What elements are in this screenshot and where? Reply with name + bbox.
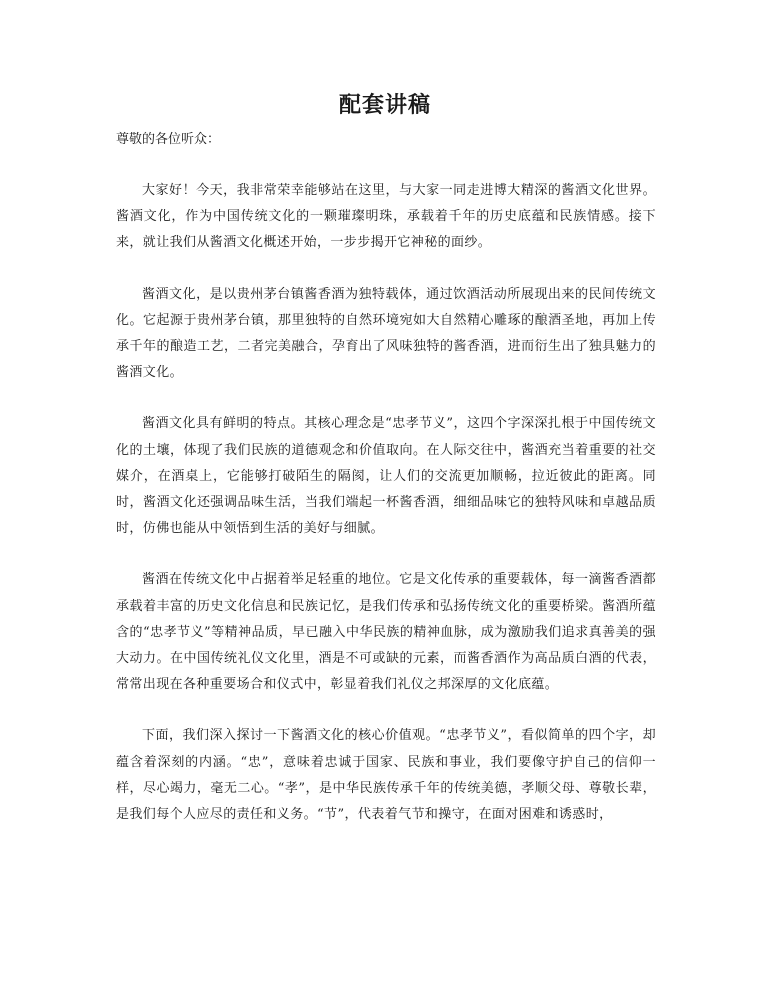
speech-body (116, 178, 656, 853)
paragraph-2: 酱酒文化，是以贵州茅台镇酱香酒为独特载体，通过饮酒活动所展现出来的民间传统文化。它起源于贵州茅台镇，那里独特的自然环境宛如大自然精心雕琢的酿酒圣地，再加上传承千年的酿造工艺，二者完美融合，孕育出了风味独特的酱香酒，进而衍生出了独具魅力的酱酒文化。 (116, 286, 656, 381)
salutation: 尊敬的各位听众： (116, 132, 221, 147)
paragraph-3: 酱酒文化具有鲜明的特点。其核心理念是“忠孝节义”，这四个字深深扎根于中国传统文化的土壤，体现了我们民族的道德观念和价值取向。在人际交往中，酱酒充当着重要的社交媒介，在酒桌上，它能够打破陌生的隔阂，让人们的交流更加顺畅，拉近彼此的距离。同时，酱酒文化还强调品味生活，当我们端起一杯酱香酒，细细品味它的独特风味和卓越品质时，仿佛也能从中领悟到生活的美好与细腻。 (116, 416, 656, 537)
paragraph-1: 大家好！今天，我非常荣幸能够站在这里，与大家一同走进博大精深的酱酒文化世界。酱酒文化，作为中国传统文化的一颗璀璨明珠，承载着千年的历史底蕴和民族情感。接下来，就让我们从酱酒文化概述开始，一步步揭开它神秘的面纱。 (116, 183, 656, 251)
page-title: 配套讲稿 (338, 92, 431, 118)
paragraph-5: 下面，我们深入探讨一下酱酒文化的核心价值观。“忠孝节义”，看似简单的四个字，却蕴含着深刻的内涵。“忠”，意味着忠诚于国家、民族和事业，我们要像守护自己的信仰一样，尽心竭力，毫无二心。“孝”，是中华民族传承千年的传统美德，孝顺父母、尊敬长辈，是我们每个人应尽的责任和义务。“节”，代表着气节和操守，在面对困难和诱惑时， (116, 728, 656, 823)
paragraph-4: 酱酒在传统文化中占据着举足轻重的地位。它是文化传承的重要载体，每一滴酱香酒都承载着丰富的历史文化信息和民族记忆，是我们传承和弘扬传统文化的重要桥梁。酱酒所蕴含的“忠孝节义”等精神品质，早已融入中华民族的精神血脉，成为激励我们追求真善美的强大动力。在中国传统礼仪文化里，酒是不可或缺的元素，而酱香酒作为高品质白酒的代表，常常出现在各种重要场合和仪式中，彰显着我们礼仪之邦深厚的文化底蕴。 (116, 572, 656, 693)
